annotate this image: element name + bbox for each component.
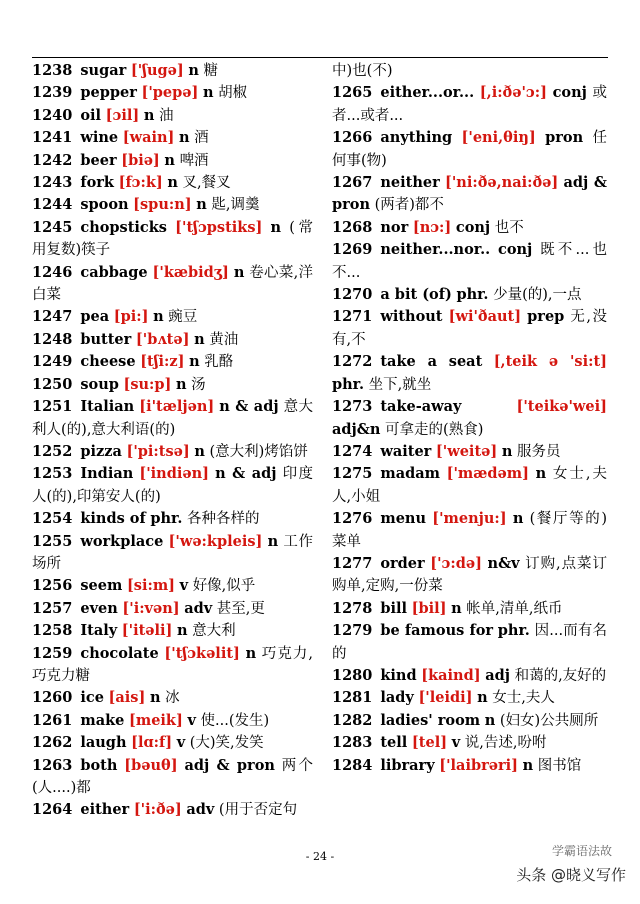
entry-meaning: 或者...或者... bbox=[332, 85, 608, 124]
entry-phonetic: ['ni:ðə,nai:ðə] bbox=[445, 174, 559, 192]
vocab-entry bbox=[332, 217, 607, 239]
entry-word: anything bbox=[380, 129, 453, 147]
entry-word: kinds of bbox=[80, 510, 146, 528]
entry-word: Italy bbox=[80, 622, 118, 640]
entry-phonetic: ['tʃɔpstiks] bbox=[175, 218, 263, 236]
vocab-entry bbox=[32, 150, 313, 172]
entry-number: 1254 bbox=[32, 510, 73, 528]
entry-word: spoon bbox=[80, 196, 129, 214]
entry-phonetic: [wain] bbox=[122, 129, 175, 147]
entry-number: 1263 bbox=[32, 756, 73, 774]
entry-part-of-speech: conj bbox=[455, 218, 491, 236]
entry-word: sugar bbox=[80, 62, 127, 79]
vocab-entry bbox=[332, 598, 607, 620]
entry-meaning: 女士,夫人 bbox=[492, 690, 555, 707]
entry-word: seem bbox=[80, 577, 123, 595]
entry-meaning: 油 bbox=[159, 107, 174, 124]
vocab-entry bbox=[32, 105, 313, 127]
entry-word: even bbox=[80, 599, 118, 617]
vocab-entry bbox=[32, 194, 313, 216]
entry-number: 1245 bbox=[32, 218, 73, 236]
entry-part-of-speech: n bbox=[535, 465, 547, 483]
entry-number: 1278 bbox=[332, 599, 373, 617]
entry-word: nor bbox=[380, 218, 409, 236]
entry-meaning: 说,告述,吩咐 bbox=[464, 735, 547, 752]
vocab-entry bbox=[32, 687, 313, 709]
entry-phonetic: [,i:ðə'ɔ:] bbox=[479, 84, 547, 102]
entry-word: chocolate bbox=[80, 644, 159, 662]
entry-phonetic: ['i:vən] bbox=[122, 599, 180, 617]
entry-number: 1262 bbox=[32, 734, 73, 752]
entry-part-of-speech: n bbox=[194, 442, 205, 460]
entry-meaning: 酒 bbox=[194, 130, 209, 147]
entry-word: cabbage bbox=[80, 263, 148, 281]
entry-part-of-speech: n bbox=[167, 174, 178, 192]
entry-meaning: 好像,似乎 bbox=[192, 578, 256, 595]
vocab-entry bbox=[32, 217, 313, 262]
entry-phonetic: ['pi:tsə] bbox=[126, 442, 190, 460]
entry-part-of-speech: n bbox=[202, 84, 214, 102]
entry-part-of-speech: adj&n bbox=[332, 420, 381, 438]
entry-phonetic: ['itəli] bbox=[121, 622, 173, 640]
entry-part-of-speech: adj & pron bbox=[184, 756, 275, 774]
vocab-entry bbox=[32, 799, 313, 821]
entry-number: 1243 bbox=[32, 174, 73, 192]
entry-meaning: 印度人(的),印第安人(的) bbox=[32, 466, 314, 505]
entry-meaning: 啤酒 bbox=[179, 152, 209, 169]
vocab-entry bbox=[332, 351, 607, 396]
vocab-entry bbox=[332, 665, 607, 687]
entry-part-of-speech: adv bbox=[184, 599, 213, 617]
entry-number: 1272 bbox=[332, 353, 373, 371]
entry-word: laugh bbox=[80, 734, 127, 752]
entry-number: 1274 bbox=[332, 442, 373, 460]
entry-meaning: 也不 bbox=[494, 219, 524, 236]
entry-word: butter bbox=[80, 330, 132, 348]
entry-part-of-speech: n bbox=[477, 689, 488, 707]
entry-number: 1246 bbox=[32, 263, 73, 281]
vocab-entry bbox=[32, 60, 313, 82]
entry-meaning: 图书馆 bbox=[537, 757, 582, 774]
entry-number: 1275 bbox=[332, 465, 373, 483]
entry-number: 1244 bbox=[32, 196, 73, 214]
vocab-entry bbox=[332, 553, 607, 598]
entry-meaning: 糖 bbox=[203, 63, 218, 79]
entry-phonetic: [bil] bbox=[411, 599, 447, 617]
entry-phonetic: [lɑ:f] bbox=[131, 734, 173, 752]
entry-part-of-speech: n bbox=[164, 151, 175, 169]
entry-meaning: (大)笑,发笑 bbox=[189, 735, 264, 752]
vocab-entry bbox=[332, 710, 607, 732]
entry-meaning: 坐下,就坐 bbox=[368, 376, 432, 393]
vocab-entry bbox=[32, 620, 313, 642]
entry-phonetic: [i'tæljən] bbox=[139, 398, 215, 416]
entry-number: 1281 bbox=[332, 689, 373, 707]
entry-word: wine bbox=[80, 129, 119, 147]
entry-word: kind bbox=[380, 666, 417, 684]
vocab-entry bbox=[32, 755, 313, 800]
entry-word: both bbox=[80, 756, 118, 774]
entry-meaning: 工作场所 bbox=[32, 533, 314, 572]
entry-part-of-speech: pron bbox=[545, 129, 584, 147]
entry-part-of-speech: n bbox=[501, 442, 513, 460]
entry-meaning: 两个(人....)都 bbox=[32, 757, 314, 796]
entry-phonetic: [spu:n] bbox=[133, 196, 192, 214]
entry-phonetic: [ɔil] bbox=[105, 106, 140, 124]
entry-word: fork bbox=[80, 174, 114, 192]
vocab-entry bbox=[332, 284, 607, 306]
vocab-entry bbox=[32, 441, 313, 463]
vocab-entry bbox=[332, 82, 607, 127]
entry-number: 1257 bbox=[32, 599, 73, 617]
entry-part-of-speech: phr. bbox=[150, 510, 183, 528]
entry-meaning: (餐厅等的)菜单 bbox=[332, 511, 607, 550]
entry-number: 1266 bbox=[332, 129, 373, 147]
entry-part-of-speech: n bbox=[194, 330, 205, 348]
entry-number: 1247 bbox=[32, 308, 73, 326]
vocab-entry bbox=[32, 508, 313, 530]
entry-part-of-speech: n bbox=[153, 308, 164, 326]
continuation-text: 中)也(不) bbox=[332, 63, 393, 79]
entry-phonetic: [pi:] bbox=[113, 308, 149, 326]
entry-part-of-speech: n&v bbox=[487, 554, 520, 572]
entry-phonetic: ['ʃugə] bbox=[130, 62, 184, 79]
vocab-entry bbox=[32, 463, 313, 508]
entry-meaning: 和蔼的,友好的 bbox=[514, 667, 607, 684]
entry-phonetic: ['menju:] bbox=[432, 510, 507, 528]
entry-number: 1277 bbox=[332, 554, 373, 572]
entry-meaning: 女士,夫人,小姐 bbox=[332, 466, 608, 505]
entry-word: Indian bbox=[80, 465, 134, 483]
entry-number: 1267 bbox=[332, 174, 373, 192]
entry-phonetic: ['mædəm] bbox=[446, 465, 529, 483]
entry-number: 1260 bbox=[32, 689, 73, 707]
entry-meaning: (两者)都不 bbox=[374, 197, 444, 214]
entry-word: take-away bbox=[380, 398, 462, 416]
entry-part-of-speech: adj & pron bbox=[332, 174, 608, 214]
entry-part-of-speech: n bbox=[245, 644, 257, 662]
entry-word: cheese bbox=[80, 353, 136, 371]
entry-meaning: 少量(的),一点 bbox=[493, 287, 582, 304]
entry-meaning: 服务员 bbox=[517, 443, 561, 460]
entry-part-of-speech: n bbox=[267, 532, 279, 550]
entry-meaning: 汤 bbox=[191, 376, 206, 393]
entry-phonetic: [fɔ:k] bbox=[118, 174, 163, 192]
entry-phonetic: [kaind] bbox=[421, 666, 481, 684]
vocab-entry bbox=[332, 463, 607, 508]
entry-word: beer bbox=[80, 151, 117, 169]
entry-phonetic: ['indiən] bbox=[139, 465, 209, 483]
entry-number: 1284 bbox=[332, 756, 373, 774]
entry-meaning: 使...(发生) bbox=[200, 712, 270, 729]
entry-part-of-speech: prep bbox=[527, 308, 565, 326]
entry-meaning: 订购,点菜订购单,定购,一份菜 bbox=[332, 555, 608, 595]
page-number: - 24 - bbox=[305, 850, 335, 863]
vocab-entry bbox=[332, 127, 607, 172]
entry-number: 1280 bbox=[332, 666, 373, 684]
entry-number: 1253 bbox=[32, 465, 73, 483]
entry-number: 1255 bbox=[32, 532, 73, 550]
entry-phonetic: [tel] bbox=[411, 734, 448, 752]
vocab-entry bbox=[332, 441, 607, 463]
vocab-entry bbox=[332, 687, 607, 709]
vocab-entry bbox=[332, 508, 607, 553]
vocab-entry bbox=[32, 127, 313, 149]
entry-word: lady bbox=[380, 689, 414, 707]
entry-part-of-speech: v bbox=[451, 734, 461, 752]
entry-number: 1252 bbox=[32, 442, 73, 460]
vocab-entry bbox=[332, 620, 607, 665]
left-column bbox=[32, 60, 313, 822]
entry-meaning: 可拿走的(熟食) bbox=[385, 421, 484, 438]
entry-number: 1279 bbox=[332, 622, 373, 640]
entry-meaning: (用于否定句 bbox=[218, 802, 298, 819]
entry-part-of-speech: n bbox=[270, 218, 282, 236]
vocab-entry bbox=[32, 172, 313, 194]
entry-word: tell bbox=[380, 734, 408, 752]
entry-phonetic: ['wə:kpleis] bbox=[168, 532, 263, 550]
vocab-entry bbox=[32, 329, 313, 351]
entry-word: neither...nor.. bbox=[380, 241, 491, 259]
entry-number: 1240 bbox=[32, 106, 73, 124]
entry-number: 1250 bbox=[32, 375, 73, 393]
entry-meaning: 意大利人(的),意大利语(的) bbox=[32, 399, 314, 438]
entry-word: without bbox=[380, 308, 443, 326]
entry-phonetic: [meik] bbox=[128, 711, 183, 729]
entry-phonetic: ['weitə] bbox=[435, 442, 498, 460]
vocab-entry bbox=[32, 732, 313, 754]
entry-number: 1282 bbox=[332, 711, 373, 729]
entry-word: make bbox=[80, 711, 125, 729]
entry-number: 1248 bbox=[32, 330, 73, 348]
entry-phonetic: ['laibrəri] bbox=[439, 756, 518, 774]
vocab-entry bbox=[32, 374, 313, 396]
entry-number: 1249 bbox=[32, 353, 73, 371]
vocab-entry bbox=[32, 575, 313, 597]
entry-word: take a seat bbox=[380, 353, 483, 371]
entry-word: either...or... bbox=[380, 84, 475, 102]
vocab-entry bbox=[332, 239, 607, 284]
entry-meaning: 巧克力,巧克力糖 bbox=[32, 645, 314, 684]
entry-part-of-speech: n bbox=[512, 510, 524, 528]
entry-phonetic: ['kæbidʒ] bbox=[152, 263, 229, 281]
entry-word: Italian bbox=[80, 398, 135, 416]
entry-meaning: 冰 bbox=[165, 690, 180, 707]
entry-number: 1268 bbox=[332, 218, 373, 236]
entry-meaning: 无,没有,不 bbox=[332, 309, 607, 348]
entry-phonetic: [wi'ðaut] bbox=[448, 308, 522, 326]
entry-number: 1258 bbox=[32, 622, 73, 640]
entry-word: chopsticks bbox=[80, 218, 167, 236]
entry-part-of-speech: phr. bbox=[497, 622, 530, 640]
entry-part-of-speech: n bbox=[179, 129, 190, 147]
watermark bbox=[516, 864, 626, 885]
entry-part-of-speech: n bbox=[188, 62, 199, 79]
entry-number: 1264 bbox=[32, 801, 73, 819]
vocab-entry bbox=[32, 82, 313, 104]
entry-word: workplace bbox=[80, 532, 164, 550]
entry-number: 1271 bbox=[332, 308, 373, 326]
entry-number: 1241 bbox=[32, 129, 73, 147]
entry-part-of-speech: n bbox=[196, 196, 207, 214]
entry-meaning: 乳酪 bbox=[204, 354, 234, 371]
entry-part-of-speech: v bbox=[187, 711, 196, 729]
entry-phonetic: [nɔ:] bbox=[412, 218, 452, 236]
entry-part-of-speech: adv bbox=[186, 801, 215, 819]
entry-part-of-speech: v bbox=[176, 734, 186, 752]
header-rule bbox=[32, 57, 608, 58]
entry-word: madam bbox=[380, 465, 440, 483]
entry-word: ladies' room bbox=[380, 711, 481, 729]
entry-number: 1273 bbox=[332, 398, 373, 416]
entry-part-of-speech: v bbox=[179, 577, 189, 595]
entry-meaning: 任何事(物) bbox=[332, 130, 607, 169]
entry-number: 1283 bbox=[332, 734, 373, 752]
entry-meaning: 卷心菜,洋白菜 bbox=[32, 264, 314, 304]
entry-part-of-speech: n & adj bbox=[219, 398, 279, 416]
entry-word: a bit (of) bbox=[380, 286, 452, 304]
entry-part-of-speech: n bbox=[233, 263, 245, 281]
entry-part-of-speech: phr. bbox=[456, 286, 489, 304]
entry-number: 1261 bbox=[32, 711, 73, 729]
entry-word: oil bbox=[80, 106, 102, 124]
entry-meaning: (常用复数)筷子 bbox=[32, 219, 314, 259]
entry-word: neither bbox=[380, 174, 440, 192]
entry-meaning: 既不...也不... bbox=[332, 242, 608, 281]
entry-word: either bbox=[80, 801, 130, 819]
entry-word: waiter bbox=[380, 442, 432, 460]
watermark-faint-text: 学霸语法故 bbox=[551, 844, 612, 858]
vocab-entry bbox=[332, 732, 607, 754]
entry-phonetic: ['teikə'wei] bbox=[516, 398, 607, 416]
entry-part-of-speech: n bbox=[484, 711, 496, 729]
entry-phonetic: [biə] bbox=[121, 151, 160, 169]
vocab-entry bbox=[32, 598, 313, 620]
entry-meaning: 匙,调羹 bbox=[211, 197, 260, 214]
entry-number: 1276 bbox=[332, 510, 373, 528]
entry-word: library bbox=[380, 756, 435, 774]
vocab-entry bbox=[332, 755, 607, 777]
entry-word: pizza bbox=[80, 442, 122, 460]
entry-part-of-speech: adj bbox=[485, 666, 510, 684]
vocab-entry bbox=[332, 396, 607, 441]
vocab-entry bbox=[32, 306, 313, 328]
entry-meaning: 因...而有名的 bbox=[332, 623, 608, 662]
entry-phonetic: ['ɔ:də] bbox=[430, 554, 482, 572]
entry-part-of-speech: conj bbox=[497, 241, 533, 259]
entry-phonetic: ['bʌtə] bbox=[135, 330, 190, 348]
entry-meaning: 黄油 bbox=[209, 331, 239, 348]
entry-number: 1270 bbox=[332, 286, 373, 304]
entry-number: 1259 bbox=[32, 644, 73, 662]
entry-word: order bbox=[380, 554, 425, 572]
entry-phonetic: [tʃi:z] bbox=[140, 353, 185, 371]
entry-phonetic: [bəuθ] bbox=[124, 756, 178, 774]
entry-part-of-speech: n bbox=[451, 599, 462, 617]
vocab-entry bbox=[32, 710, 313, 732]
watermark-text: 头条 @晓义写作 bbox=[516, 866, 626, 884]
entry-phonetic: [,teik ə 'si:t] bbox=[493, 353, 607, 371]
entry-meaning: 叉,餐叉 bbox=[182, 175, 231, 192]
right-column bbox=[332, 60, 607, 777]
vocab-entry bbox=[332, 306, 607, 351]
entry-number: 1251 bbox=[32, 398, 73, 416]
entry-part-of-speech: n bbox=[143, 106, 155, 124]
entry-word: pepper bbox=[80, 84, 137, 102]
entry-word: pea bbox=[80, 308, 110, 326]
entry-part-of-speech: n bbox=[522, 756, 534, 774]
entry-number: 1238 bbox=[32, 62, 73, 79]
entry-part-of-speech: n bbox=[189, 353, 200, 371]
entry-part-of-speech: n bbox=[149, 689, 161, 707]
vocab-entry bbox=[32, 396, 313, 441]
entry-phonetic: [si:m] bbox=[126, 577, 176, 595]
entry-word: soup bbox=[80, 375, 119, 393]
vocab-entry bbox=[32, 351, 313, 373]
entry-phonetic: [su:p] bbox=[123, 375, 172, 393]
entry-word: ice bbox=[80, 689, 104, 707]
entry-number: 1239 bbox=[32, 84, 73, 102]
entry-number: 1265 bbox=[332, 84, 373, 102]
entry-number: 1256 bbox=[32, 577, 73, 595]
entry-meaning: 胡椒 bbox=[218, 85, 248, 102]
entry-part-of-speech: phr. bbox=[332, 375, 365, 393]
entry-meaning: (妇女)公共厕所 bbox=[499, 712, 599, 729]
entry-meaning: 甚至,更 bbox=[216, 600, 265, 617]
vocab-entry bbox=[32, 643, 313, 688]
entry-part-of-speech: conj bbox=[552, 84, 587, 102]
entry-meaning: 帐单,清单,纸币 bbox=[466, 600, 563, 617]
vocab-entry bbox=[32, 531, 313, 576]
entry-meaning: 意大利 bbox=[192, 623, 236, 640]
entry-phonetic: [ais] bbox=[108, 689, 146, 707]
entry-phonetic: ['eni,θiŋ] bbox=[461, 129, 536, 147]
entry-word: bill bbox=[380, 599, 408, 617]
entry-phonetic: ['leidi] bbox=[418, 689, 473, 707]
entry-word: menu bbox=[380, 510, 427, 528]
entry-number: 1269 bbox=[332, 241, 373, 259]
entry-meaning: 豌豆 bbox=[168, 309, 198, 326]
entry-meaning: 各种各样的 bbox=[186, 511, 260, 528]
entry-phonetic: ['pepə] bbox=[141, 84, 199, 102]
vocab-entry bbox=[332, 172, 607, 217]
entry-phonetic: ['i:ðə] bbox=[133, 801, 182, 819]
entry-part-of-speech: n bbox=[176, 375, 187, 393]
entry-part-of-speech: n bbox=[177, 622, 188, 640]
entry-part-of-speech: n & adj bbox=[215, 465, 277, 483]
entry-phonetic: ['tʃɔkəlit] bbox=[164, 644, 240, 662]
entry-word: be famous for bbox=[380, 622, 494, 640]
entry-number: 1242 bbox=[32, 151, 73, 169]
entry-meaning: (意大利)烤馅饼 bbox=[209, 443, 308, 460]
vocab-entry bbox=[32, 262, 313, 307]
